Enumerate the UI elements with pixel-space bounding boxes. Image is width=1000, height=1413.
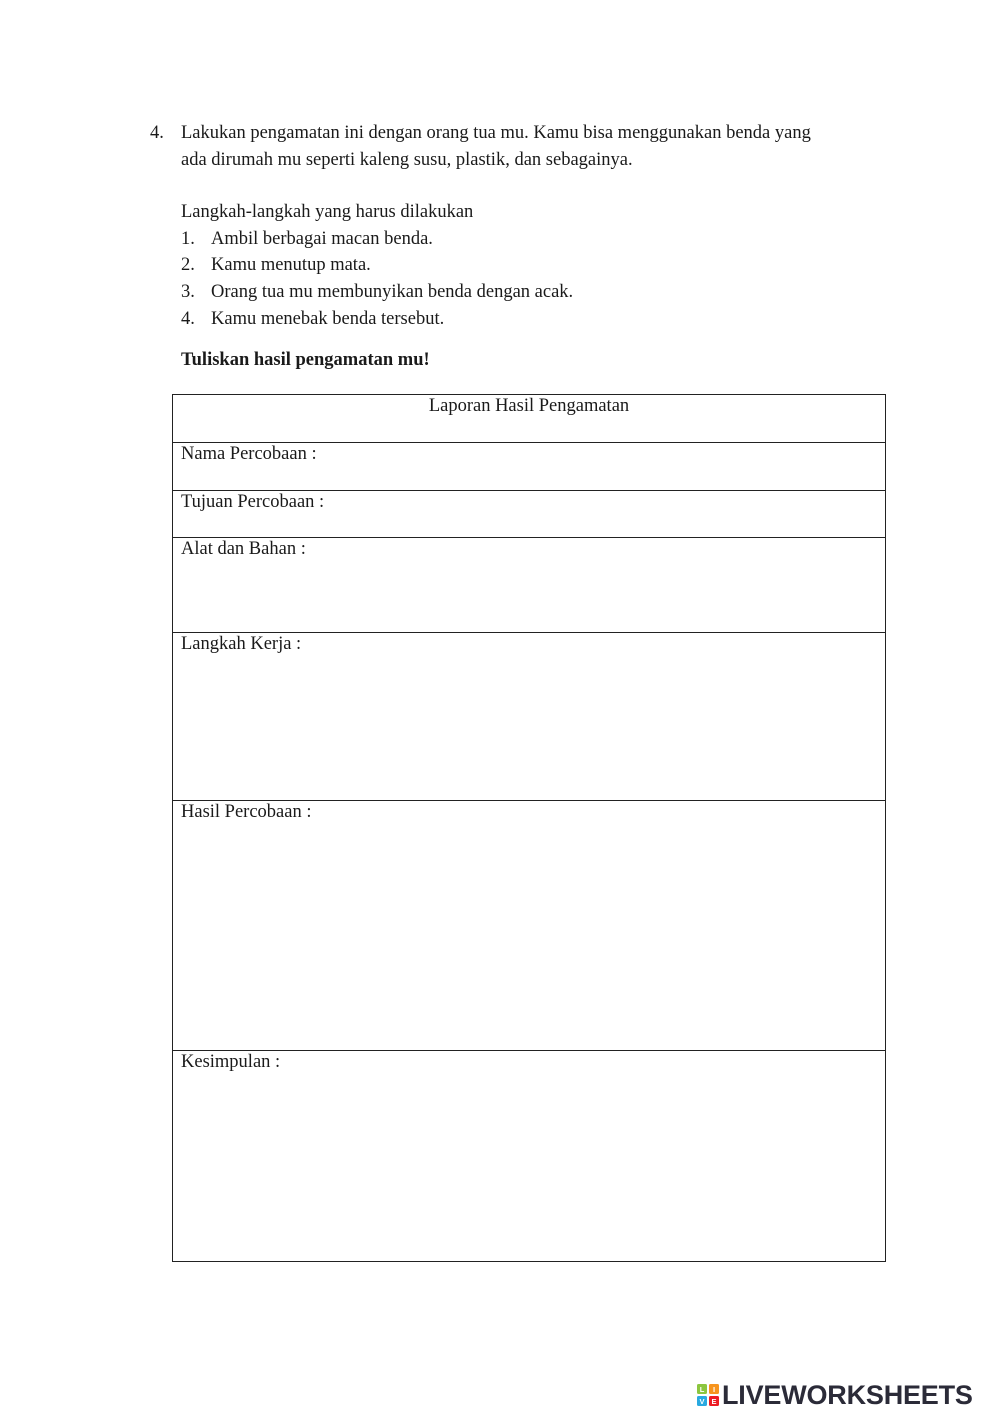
step-number: 4.	[181, 308, 195, 329]
report-field-langkah-kerja[interactable]	[173, 633, 885, 801]
report-field-nama-percobaan[interactable]	[173, 443, 885, 491]
question-number: 4.	[150, 123, 164, 143]
step-text: Kamu menutup mata.	[211, 255, 371, 276]
step-number: 1.	[181, 228, 195, 249]
step-text: Kamu menebak benda tersebut.	[211, 308, 445, 329]
step-number: 2.	[181, 255, 195, 276]
report-table	[172, 394, 886, 1262]
steps-list	[181, 199, 881, 333]
question-line: ada dirumah mu seperti kaleng susu, plastik, dan sebagainya.	[181, 150, 633, 170]
step-text: Orang tua mu membunyikan benda dengan acak.	[211, 282, 574, 303]
report-title-row	[173, 395, 885, 443]
step-item	[181, 226, 881, 253]
report-field-hasil-percobaan[interactable]	[173, 801, 885, 1051]
svg-text:L: L	[699, 1385, 705, 1395]
liveworksheets-brand[interactable]	[697, 1380, 973, 1410]
field-label: Nama Percobaan :	[181, 444, 317, 464]
steps-title: Langkah-langkah yang harus dilakukan	[181, 202, 474, 222]
instruction-heading: Tuliskan hasil pengamatan mu!	[181, 350, 430, 370]
field-label: Hasil Percobaan :	[181, 802, 312, 822]
svg-text:V: V	[699, 1397, 705, 1406]
question-text	[181, 120, 886, 174]
brand-name: LIVEWORKSHEETS	[722, 1379, 973, 1410]
report-field-tujuan-percobaan[interactable]	[173, 491, 885, 538]
step-item	[181, 279, 881, 306]
report-field-alat-dan-bahan[interactable]	[173, 538, 885, 633]
step-text: Ambil berbagai macan benda.	[211, 228, 433, 249]
field-label: Kesimpulan :	[181, 1052, 281, 1072]
field-label: Langkah Kerja :	[181, 634, 302, 654]
step-item	[181, 306, 881, 333]
step-item	[181, 252, 881, 279]
report-title: Laporan Hasil Pengamatan	[428, 396, 630, 416]
question-line: Lakukan pengamatan ini dengan orang tua mu. Kamu bisa menggunakan benda yang	[181, 123, 811, 143]
report-field-kesimpulan[interactable]	[173, 1051, 885, 1261]
field-label: Alat dan Bahan :	[181, 539, 306, 559]
step-number: 3.	[181, 282, 195, 303]
liveworksheets-logo-icon	[697, 1384, 719, 1406]
svg-text:I: I	[712, 1385, 716, 1395]
field-label: Tujuan Percobaan :	[181, 492, 325, 512]
svg-text:E: E	[711, 1397, 717, 1406]
